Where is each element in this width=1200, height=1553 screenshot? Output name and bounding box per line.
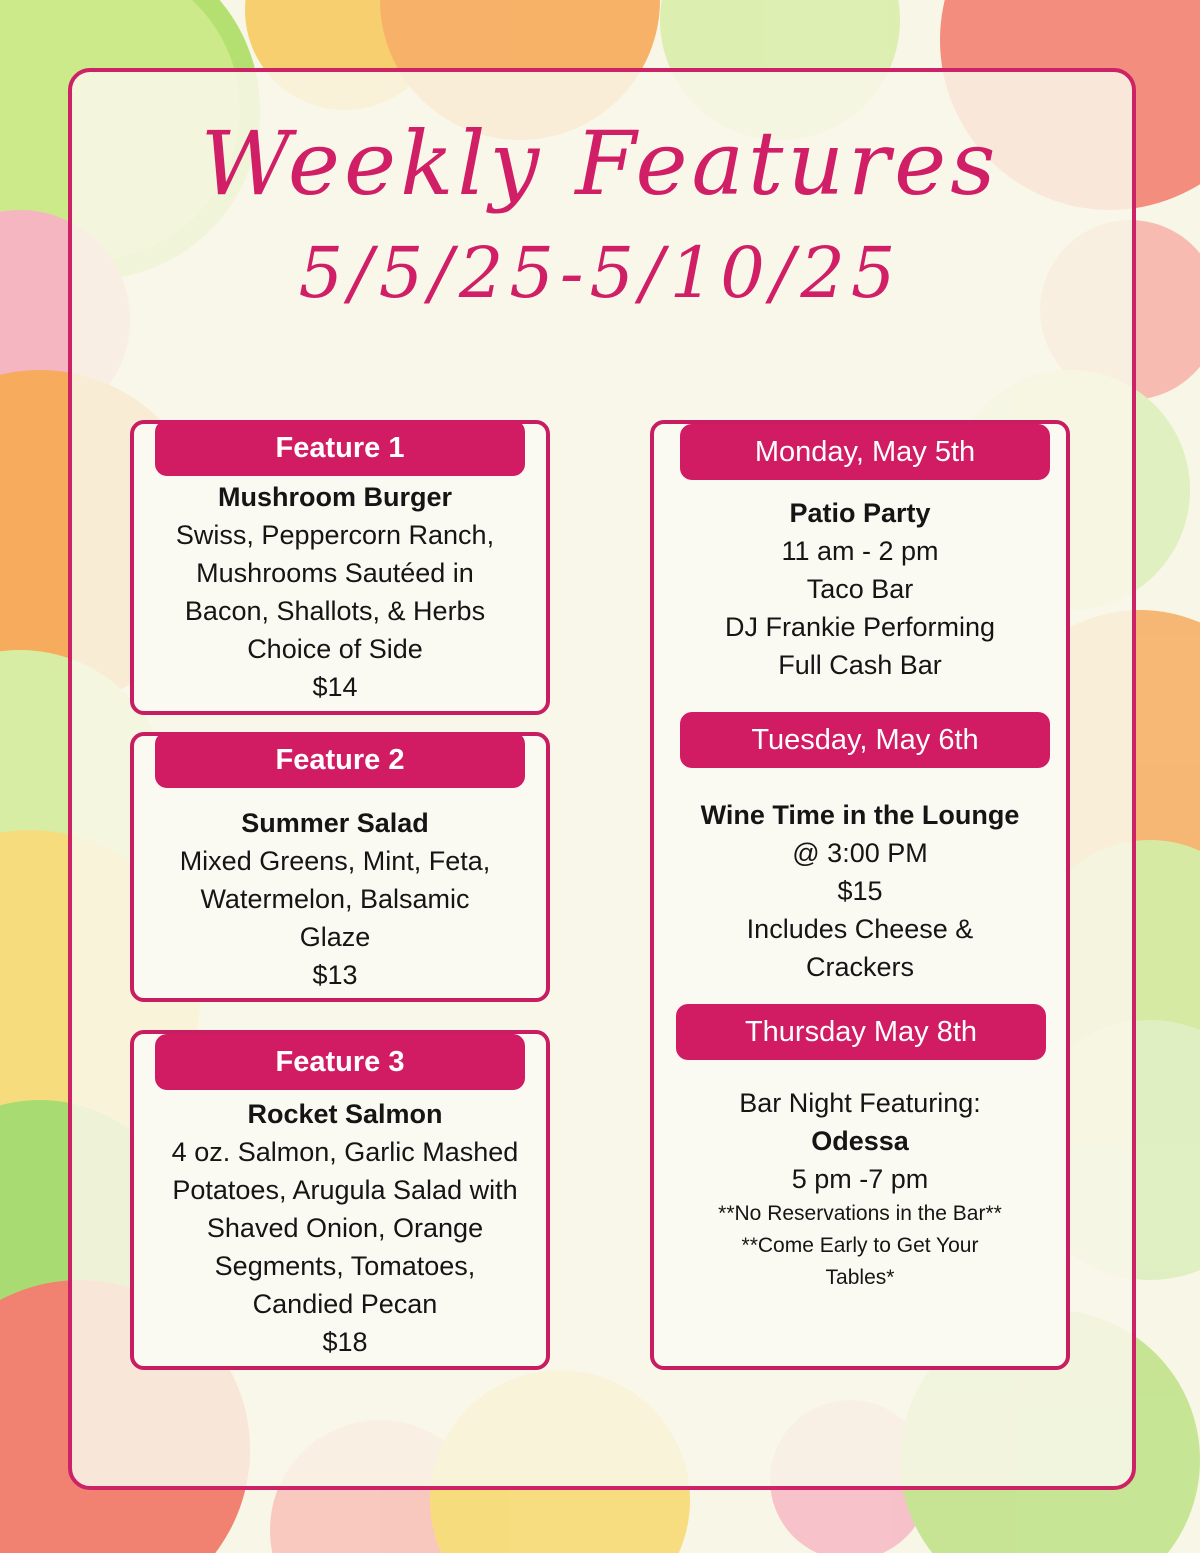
date-range: 5/5/25-5/10/25: [298, 232, 902, 314]
feature-1-details: [135, 478, 535, 706]
feature-3-header: Feature 3: [155, 1034, 525, 1090]
feature-1-line: Mushrooms Sautéed in: [196, 558, 474, 588]
event-2-details: [660, 796, 1060, 986]
feature-3-line: 4 oz. Salmon, Garlic Mashed: [171, 1137, 519, 1167]
feature-2-header: Feature 2: [155, 732, 525, 788]
feature-3-line: Segments, Tomatoes,: [214, 1251, 476, 1281]
feature-1-name: Mushroom Burger: [217, 482, 452, 512]
event-1-line: DJ Frankie Performing: [724, 612, 996, 642]
event-2-line: Includes Cheese &: [746, 914, 974, 944]
feature-1-line: Swiss, Peppercorn Ranch,: [175, 520, 495, 550]
feature-2-line: Mixed Greens, Mint, Feta,: [179, 846, 491, 876]
feature-1-header: Feature 1: [155, 420, 525, 476]
event-1-day: Monday, May 5th: [680, 424, 1050, 480]
feature-3-price: $18: [322, 1327, 368, 1357]
feature-2-name: Summer Salad: [241, 808, 429, 838]
event-1-line: Full Cash Bar: [778, 650, 942, 680]
event-2-line: Crackers: [805, 952, 914, 982]
feature-3-details: [135, 1095, 555, 1361]
event-2-day: Tuesday, May 6th: [680, 712, 1050, 768]
feature-3-line: Shaved Onion, Orange: [206, 1213, 484, 1243]
feature-2-line: Watermelon, Balsamic: [200, 884, 470, 914]
event-2-line: @ 3:00 PM: [792, 838, 928, 868]
event-3-intro: Bar Night Featuring:: [739, 1088, 981, 1118]
event-3-details: [660, 1084, 1060, 1294]
event-3-line: 5 pm -7 pm: [791, 1164, 929, 1194]
event-3-note: **Come Early to Get Your: [741, 1234, 979, 1257]
feature-1-line: Choice of Side: [247, 634, 423, 664]
event-1-line: 11 am - 2 pm: [781, 536, 939, 566]
feature-1-line: Bacon, Shallots, & Herbs: [184, 596, 486, 626]
event-1-name: Patio Party: [789, 498, 931, 528]
feature-1-price: $14: [312, 672, 358, 702]
event-3-day: Thursday May 8th: [676, 1004, 1046, 1060]
event-2-name: Wine Time in the Lounge: [700, 800, 1020, 830]
event-1-line: Taco Bar: [806, 574, 914, 604]
event-3-note: **No Reservations in the Bar**: [718, 1202, 1002, 1225]
event-3-name: Odessa: [811, 1126, 909, 1156]
feature-2-price: $13: [312, 960, 358, 990]
event-1-details: [660, 494, 1060, 684]
feature-2-line: Glaze: [299, 922, 371, 952]
event-2-line: $15: [837, 876, 883, 906]
feature-3-line: Potatoes, Arugula Salad with: [172, 1175, 518, 1205]
feature-2-details: [135, 804, 535, 994]
feature-3-name: Rocket Salmon: [247, 1099, 443, 1129]
page-title: Weekly Features: [200, 112, 1000, 215]
feature-3-line: Candied Pecan: [252, 1289, 438, 1319]
event-3-note: Tables*: [825, 1266, 895, 1289]
